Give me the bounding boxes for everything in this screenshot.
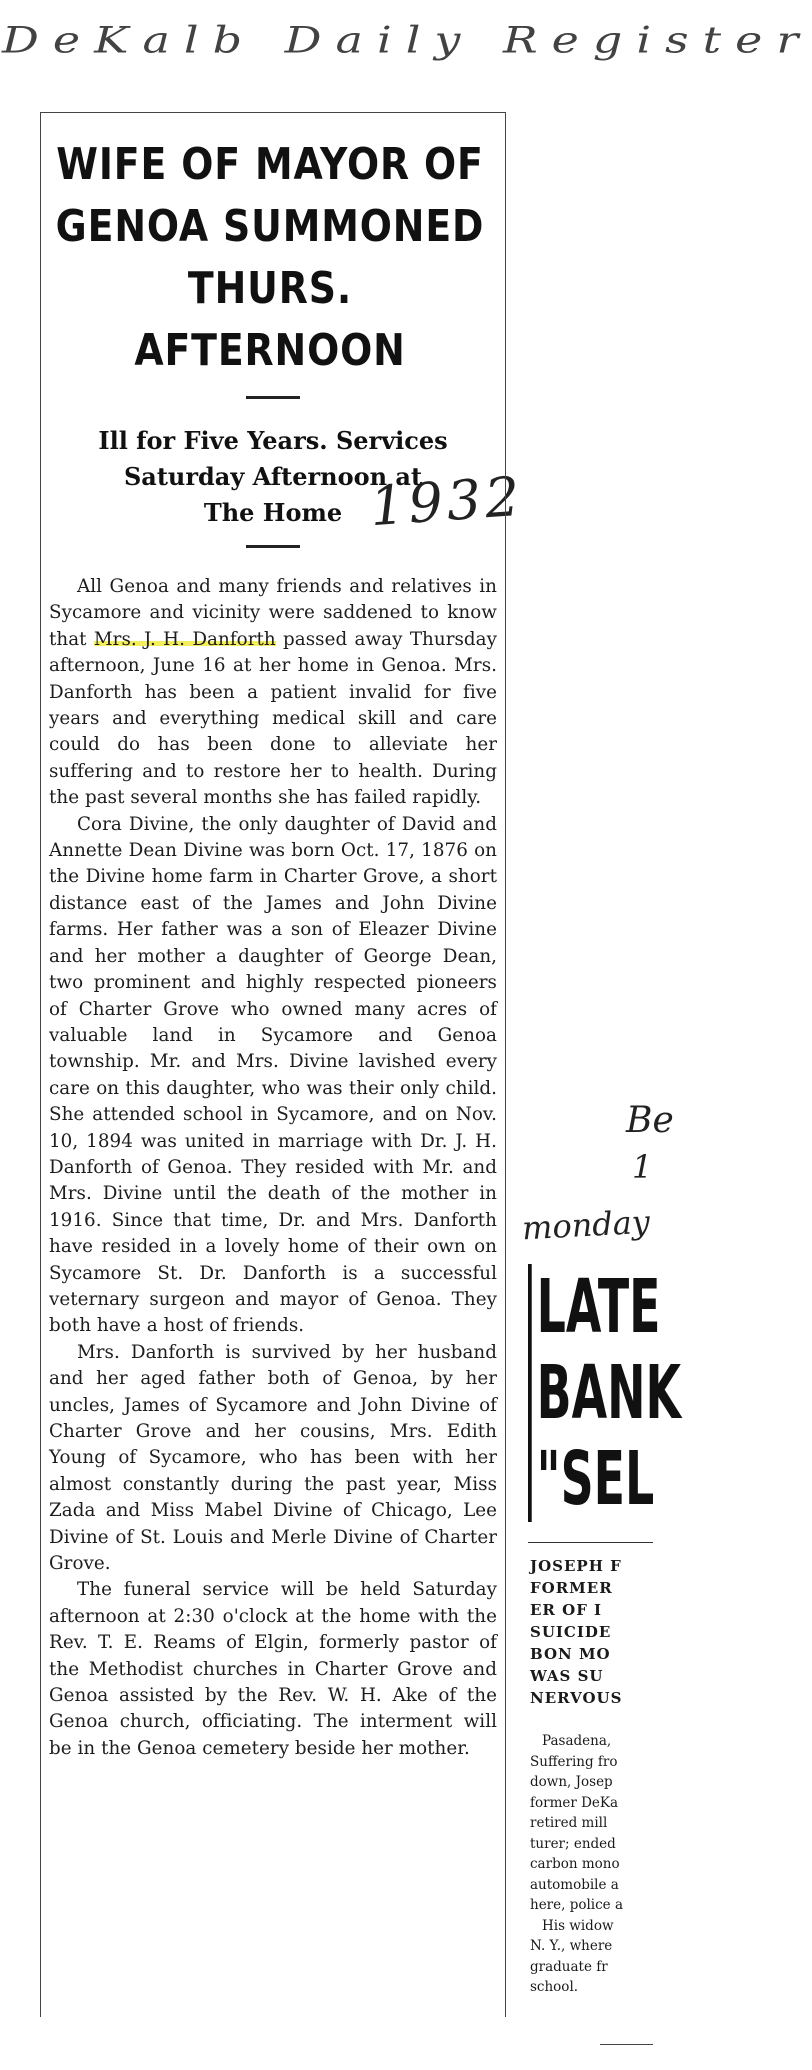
- paragraph: Mrs. Danforth is survived by her husband and her aged father both of Genoa, by her uncles, James of Sycamore and John Divine of Charter Grove and her cousins, Mrs. Edith Young of Sycamore, who has been with her almost constantly during the past year, Miss Zada and Miss Mabel Divine of Chicago, Lee Divine of St. Louis and Merle Divine of Charter Grove.: [49, 1341, 497, 1575]
- adjacent-headline: [528, 1264, 682, 1522]
- adjacent-body-line: Pasadena,: [542, 1733, 612, 1749]
- handwritten-margin-note: monday: [521, 1202, 651, 1248]
- handwritten-margin-note: 1: [632, 1148, 653, 1186]
- adjacent-deck-line: FORMER: [530, 1579, 613, 1597]
- adjacent-headline-line: "SEL: [536, 1436, 655, 1522]
- adjacent-deck: [528, 1555, 653, 1709]
- headline-line: WIFE OF MAYOR OF: [56, 139, 484, 190]
- adjacent-body-line: here, police a: [530, 1897, 624, 1913]
- adjacent-deck-line: WAS SU: [530, 1667, 604, 1685]
- adjacent-body: [528, 1731, 653, 1998]
- adjacent-body-line: Suffering fro: [530, 1753, 618, 1770]
- highlighted-name: Mrs. J. H. Danforth: [93, 628, 276, 650]
- adjacent-clipping: [528, 1264, 682, 2070]
- adjacent-headline-line: LATE: [536, 1264, 661, 1350]
- headline-line: THURS. AFTERNOON: [134, 263, 406, 376]
- subhead-line: Ill for Five Years. Services: [98, 426, 448, 455]
- adjacent-body-line: down, Josep: [530, 1774, 613, 1790]
- adjacent-body-line: carbon mono: [530, 1856, 620, 1872]
- adjacent-deck-line: ER OF I: [530, 1601, 603, 1619]
- handwritten-margin-note: Be: [626, 1100, 674, 1141]
- adjacent-deck-line: SUICIDE: [530, 1623, 612, 1641]
- adjacent-body-line: N. Y., where: [530, 1938, 613, 1954]
- adjacent-body-line: automobile a: [530, 1876, 619, 1893]
- adjacent-body-line: His widow: [542, 1917, 614, 1934]
- handwritten-source-note: DeKalb Daily Register: [2, 18, 812, 62]
- adjacent-rule: [528, 1542, 653, 1543]
- subheadline: [49, 423, 497, 531]
- adjacent-body-line: school.: [530, 1979, 579, 1995]
- newspaper-clipping: [40, 112, 506, 2017]
- adjacent-bottom-rule: [600, 2044, 653, 2045]
- adjacent-deck-line: NERVOUS: [530, 1689, 623, 1707]
- adjacent-body-line: graduate fr: [530, 1958, 608, 1975]
- adjacent-deck-line: BON MO: [530, 1645, 611, 1663]
- adjacent-deck-line: JOSEPH F: [530, 1557, 622, 1575]
- subhead-line: Saturday Afternoon at: [123, 462, 423, 491]
- paragraph: All Genoa and many friends and relatives in Sycamore and vicinity were saddened to know that Mrs. J. H. Danforth passed away Thursday afternoon, June 16 at her home in Genoa. Mrs. Danforth has been a patient invalid for five years and everything medical skill and care could do has been done to alleviate her suffering and to restore her to health. During the past several months she has failed rapidly.: [49, 576, 498, 809]
- divider-rule: [246, 396, 300, 399]
- adjacent-body-line: turer; ended: [530, 1835, 616, 1852]
- adjacent-body-line: retired mill: [530, 1815, 608, 1831]
- divider-rule: [246, 545, 300, 548]
- paragraph: Cora Divine, the only daughter of David and Annette Dean Divine was born Oct. 17, 1876 on the Divine home farm in Charter Grove, a short distance east of the James and John Divine farms. Her father was a son of Eleazer Divine and her mother a daughter of George Dean, two prominent and highly respected pioneers of Charter Grove who owned many acres of valuable land in Sycamore and Genoa township. Mr. and Mrs. Divine lavished every care on this daughter, who was their only child. She attended school in Sycamore, and on Nov. 10, 1894 was united in marriage with Dr. J. H. Danforth of Genoa. They resided with Mr. and Mrs. Divine until the death of the mother in 1916. Since that time, Dr. and Mrs. Danforth have resided in a lovely home of their own on Sycamore St. Dr. Danforth is a successful veternary surgeon and mayor of Genoa. They both have a host of friends.: [49, 813, 497, 1337]
- adjacent-body-line: former DeKa: [530, 1794, 619, 1811]
- subhead-line: The Home: [203, 498, 343, 527]
- headline: [55, 134, 485, 382]
- headline-line: GENOA SUMMONED: [55, 201, 485, 252]
- adjacent-headline-line: BANK: [536, 1350, 682, 1436]
- paragraph: The funeral service will be held Saturday afternoon at 2:30 o'clock at the home with the Rev. T. E. Reams of Elgin, formerly pastor of the Methodist churches in Charter Grove and Genoa assisted by the Rev. W. H. Ake of the Genoa church, officiating. The interment will be in the Genoa cemetery beside her mother.: [49, 1579, 497, 1759]
- handwritten-year: 1932: [367, 464, 526, 539]
- article-body: [49, 574, 497, 1762]
